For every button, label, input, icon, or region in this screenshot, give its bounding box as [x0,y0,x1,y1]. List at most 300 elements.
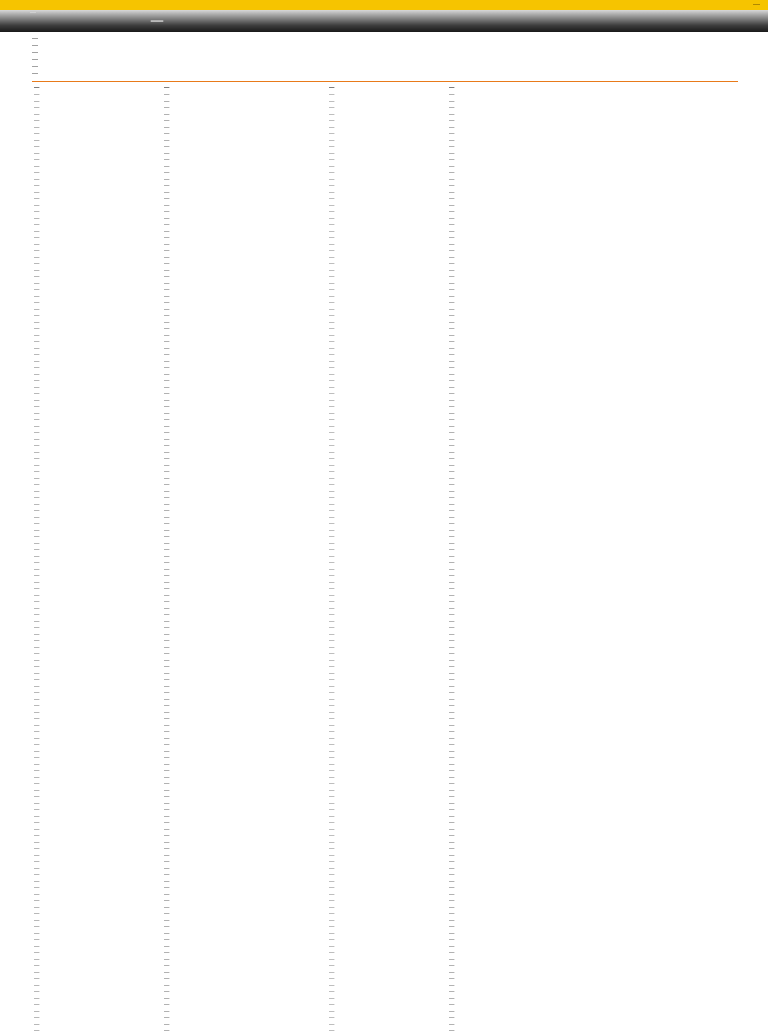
table-cell[interactable]: — [34,813,40,820]
table-cell[interactable]: — [34,521,40,527]
table-cell: — [164,729,170,735]
table-cell: — [329,365,335,371]
table-cell: — [329,1008,335,1015]
table-cell[interactable]: — [34,956,40,963]
table-cell: — [449,930,455,937]
table-cell: — [329,105,335,111]
table-cell[interactable]: — [34,261,40,267]
table-cell: — [164,560,170,566]
table-cell[interactable]: — [34,514,40,521]
table-cell[interactable]: — [34,189,40,196]
table-cell: — [164,995,170,1002]
table-cell: — [164,475,170,482]
table-cell[interactable]: — [34,111,40,118]
table-cell[interactable]: — [34,995,40,1002]
table-cell: — [164,267,170,274]
table-cell: — [329,956,335,963]
table-cell: — [449,735,455,742]
table-cell[interactable]: — [34,209,40,215]
table-cell[interactable]: — [34,755,40,761]
table-cell: — [449,105,455,111]
table-cell: — [329,170,335,176]
table-cell[interactable]: — [34,969,40,976]
table-cell: — [449,820,455,826]
table-cell[interactable]: — [34,729,40,735]
table-cell: — [329,339,335,345]
table-cell[interactable]: — [34,332,40,339]
table-cell: — [329,599,335,605]
table-cell: — [449,378,455,384]
table-cell[interactable]: — [34,274,40,280]
table-cell: — [449,300,455,306]
table-cell: — [329,891,335,898]
table-cell[interactable]: — [34,475,40,482]
table-cell[interactable]: — [34,378,40,384]
table-cell: — [164,235,170,241]
table-cell: — [164,202,170,209]
table-cell[interactable]: — [34,963,40,969]
table-cell[interactable]: — [34,885,40,891]
table-cell: — [449,826,455,833]
table-cell: — [164,599,170,605]
table-cell[interactable]: — [34,937,40,943]
table-cell: — [329,137,335,144]
table-cell: — [449,677,455,683]
table-cell: — [449,950,455,956]
table-cell[interactable]: — [34,183,40,189]
table-cell[interactable]: — [34,98,40,105]
table-cell: — [164,813,170,820]
table-cell[interactable]: — [34,774,40,781]
table-cell[interactable]: — [34,313,40,319]
table-cell[interactable]: — [34,898,40,904]
table-cell[interactable]: — [34,599,40,605]
table-cell[interactable]: — [34,417,40,423]
table-cell[interactable]: — [34,560,40,566]
table-cell: — [449,189,455,196]
table-cell[interactable]: — [34,319,40,326]
table-cell: — [164,527,170,534]
table-cell[interactable]: — [34,384,40,391]
table-cell[interactable]: — [34,586,40,592]
table-cell: — [449,332,455,339]
table-cell[interactable]: — [34,105,40,111]
table-cell[interactable]: — [34,657,40,664]
table-cell: — [449,228,455,235]
table-cell[interactable]: — [34,735,40,742]
table-cell: — [449,235,455,241]
table-cell[interactable]: — [34,371,40,378]
top-corner-link[interactable]: — [753,1,760,8]
table-cell[interactable]: — [34,690,40,696]
table-cell[interactable]: — [34,833,40,839]
table-cell: — [449,911,455,917]
table-cell[interactable]: — [34,215,40,222]
table-cell: — [329,287,335,293]
table-cell: — [329,1028,335,1034]
table-cell: — [329,683,335,690]
table-cell[interactable]: — [34,222,40,228]
table-cell: — [329,722,335,729]
table-cell: — [329,800,335,807]
table-cell[interactable]: — [34,1002,40,1008]
table-cell: — [329,319,335,326]
table-cell[interactable]: — [34,605,40,612]
table-cell: — [449,1021,455,1028]
site-banner [0,10,768,32]
table-cell[interactable]: — [34,982,40,989]
table-cell[interactable]: — [34,150,40,157]
table-cell[interactable]: — [34,644,40,651]
table-cell: — [449,501,455,508]
table-cell[interactable]: — [34,930,40,937]
table-cell[interactable]: — [34,137,40,144]
table-cell: — [164,846,170,852]
table-cell: — [449,508,455,514]
table-cell[interactable]: — [34,306,40,313]
table-cell: — [449,982,455,989]
table-cell[interactable]: — [34,423,40,430]
table-cell[interactable]: — [34,157,40,163]
table-cell[interactable]: — [34,462,40,469]
table-cell[interactable]: — [34,365,40,371]
table-cell[interactable]: — [34,280,40,287]
table-cell[interactable]: — [34,800,40,807]
table-cell: — [164,989,170,995]
table-cell[interactable]: — [34,891,40,898]
table-cell: — [164,371,170,378]
table-cell[interactable]: — [34,170,40,176]
table-cell[interactable]: — [34,917,40,924]
table-cell[interactable]: — [34,638,40,644]
table-cell: — [164,859,170,865]
table-cell[interactable]: — [34,722,40,729]
table-cell[interactable]: — [34,124,40,131]
table-cell: — [164,131,170,137]
table-cell[interactable]: — [34,235,40,241]
table-cell[interactable]: — [34,677,40,683]
table-cell: — [329,196,335,202]
table-cell[interactable]: — [34,573,40,579]
table-cell: — [449,488,455,495]
table-cell[interactable]: — [34,358,40,365]
table-cell[interactable]: — [34,1028,40,1034]
table-cell: — [449,1015,455,1021]
table-cell[interactable]: — [34,872,40,878]
table-cell: — [449,722,455,729]
table-cell[interactable]: — [34,618,40,625]
table-cell[interactable]: — [34,794,40,800]
table-cell[interactable]: — [34,339,40,345]
table-cell[interactable]: — [34,612,40,618]
table-cell: — [164,956,170,963]
table-cell[interactable]: — [34,456,40,462]
table-cell[interactable]: — [34,267,40,274]
table-cell: — [164,534,170,540]
table-cell[interactable]: — [34,592,40,599]
table-cell: — [329,118,335,124]
table-cell: — [329,592,335,599]
table-cell: — [164,443,170,449]
table-cell: — [329,371,335,378]
table-cell[interactable]: — [34,131,40,137]
table-cell[interactable]: — [34,92,40,98]
table-cell[interactable]: — [34,696,40,703]
table-cell: — [449,280,455,287]
column-header[interactable]: — [34,84,40,91]
table-cell: — [164,820,170,826]
table-cell[interactable]: — [34,540,40,547]
table-cell[interactable]: — [34,391,40,397]
table-cell[interactable]: — [34,865,40,872]
table-cell: — [449,371,455,378]
table-cell[interactable]: — [34,482,40,488]
table-cell: — [329,768,335,774]
table-cell: — [329,98,335,105]
table-cell[interactable]: — [34,443,40,449]
table-cell: — [329,963,335,969]
table-cell: — [329,430,335,436]
table-cell: — [164,92,170,98]
table-cell: — [329,267,335,274]
table-cell[interactable]: — [34,326,40,332]
table-cell: — [164,566,170,573]
intro-line: — [32,43,38,49]
table-cell: — [449,579,455,586]
table-cell: — [164,540,170,547]
table-cell[interactable]: — [34,709,40,716]
table-cell[interactable]: — [34,807,40,813]
table-row [34,1028,734,1035]
table-cell[interactable]: — [34,1015,40,1021]
table-cell: — [449,248,455,254]
table-cell: — [449,963,455,969]
table-cell: — [329,501,335,508]
table-cell[interactable]: — [34,943,40,950]
table-cell[interactable]: — [34,579,40,586]
table-cell: — [449,456,455,462]
table-cell: — [449,937,455,943]
table-cell: — [164,904,170,911]
banner-subtitle: — [30,10,37,16]
table-cell: — [164,930,170,937]
table-cell: — [329,358,335,365]
table-cell: — [164,657,170,664]
table-cell[interactable]: — [34,566,40,573]
table-cell: — [449,482,455,488]
table-cell[interactable]: — [34,976,40,982]
table-cell[interactable]: — [34,787,40,794]
table-cell[interactable]: — [34,820,40,826]
table-cell[interactable]: — [34,859,40,865]
table-cell: — [329,690,335,696]
table-cell: — [164,651,170,657]
table-cell: — [449,748,455,755]
table-cell: — [329,917,335,924]
table-cell[interactable]: — [34,742,40,748]
table-cell[interactable]: — [34,410,40,417]
table-cell: — [164,378,170,384]
table-cell: — [329,189,335,196]
table-cell[interactable]: — [34,989,40,995]
table-cell[interactable]: — [34,345,40,352]
column-header[interactable]: — [449,84,455,91]
column-header[interactable]: — [164,84,170,91]
table-cell: — [449,521,455,527]
table-cell[interactable]: — [34,287,40,293]
table-cell: — [164,1028,170,1034]
table-cell[interactable]: — [34,469,40,475]
table-cell[interactable]: — [34,176,40,183]
table-cell: — [449,365,455,371]
table-cell[interactable]: — [34,631,40,638]
site-title: — [150,13,167,29]
table-cell[interactable]: — [34,196,40,202]
table-cell: — [329,449,335,456]
table-cell[interactable]: — [34,508,40,514]
table-cell: — [329,124,335,131]
table-cell[interactable]: — [34,852,40,859]
table-cell: — [449,1008,455,1015]
table-cell: — [449,137,455,144]
table-cell: — [164,943,170,950]
table-cell: — [164,404,170,410]
table-cell: — [164,274,170,280]
table-cell[interactable]: — [34,163,40,170]
table-cell[interactable]: — [34,768,40,774]
table-cell: — [449,163,455,170]
table-cell: — [449,144,455,150]
table-cell: — [164,150,170,157]
table-cell: — [164,358,170,365]
table-cell: — [164,300,170,306]
table-cell[interactable]: — [34,664,40,670]
table-cell: — [329,469,335,475]
table-cell[interactable]: — [34,293,40,300]
table-cell[interactable]: — [34,1008,40,1015]
table-cell[interactable]: — [34,547,40,553]
table-cell: — [164,807,170,813]
table-cell[interactable]: — [34,248,40,254]
table-cell[interactable]: — [34,924,40,930]
table-cell: — [329,261,335,267]
table-cell[interactable]: — [34,651,40,657]
table-cell[interactable]: — [34,430,40,436]
table-cell[interactable]: — [34,670,40,677]
table-cell: — [449,599,455,605]
table-cell: — [449,287,455,293]
table-cell[interactable]: — [34,501,40,508]
table-cell: — [164,144,170,150]
table-cell[interactable]: — [34,1021,40,1028]
table-cell: — [329,774,335,781]
table-cell[interactable]: — [34,495,40,501]
table-cell: — [449,1028,455,1034]
table-cell[interactable]: — [34,716,40,722]
table-cell[interactable]: — [34,241,40,248]
table-cell: — [164,313,170,319]
table-cell[interactable]: — [34,839,40,846]
table-cell[interactable]: — [34,703,40,709]
table-cell: — [449,326,455,332]
table-cell: — [449,553,455,560]
table-cell: — [329,254,335,261]
table-cell: — [164,547,170,553]
table-cell: — [329,716,335,722]
table-cell[interactable]: — [34,488,40,495]
table-cell[interactable]: — [34,748,40,755]
table-cell[interactable]: — [34,761,40,768]
table-cell[interactable]: — [34,254,40,261]
table-cell: — [329,833,335,839]
table-cell[interactable]: — [34,950,40,956]
table-cell[interactable]: — [34,781,40,787]
table-cell: — [449,839,455,846]
table-cell[interactable]: — [34,527,40,534]
table-cell[interactable]: — [34,826,40,833]
table-cell: — [449,436,455,443]
table-cell[interactable]: — [34,625,40,631]
table-cell: — [329,677,335,683]
table-cell[interactable]: — [34,352,40,358]
table-cell: — [329,618,335,625]
table-cell[interactable]: — [34,202,40,209]
table-cell: — [164,917,170,924]
table-cell: — [449,150,455,157]
table-cell[interactable]: — [34,534,40,540]
table-cell[interactable]: — [34,553,40,560]
table-cell: — [329,306,335,313]
table-cell: — [449,527,455,534]
table-cell: — [329,514,335,521]
table-cell: — [449,209,455,215]
table-cell: — [449,124,455,131]
table-cell[interactable]: — [34,436,40,443]
table-cell: — [164,976,170,982]
table-cell: — [164,215,170,222]
table-cell: — [329,326,335,332]
table-cell[interactable]: — [34,449,40,456]
table-cell[interactable]: — [34,144,40,150]
table-cell[interactable]: — [34,878,40,885]
table-cell[interactable]: — [34,397,40,404]
table-cell[interactable]: — [34,300,40,306]
table-cell[interactable]: — [34,118,40,124]
table-cell[interactable]: — [34,911,40,917]
column-header[interactable]: — [329,84,335,91]
table-cell: — [329,638,335,644]
table-cell: — [164,703,170,709]
table-cell: — [329,300,335,306]
table-cell[interactable]: — [34,228,40,235]
table-cell: — [329,644,335,651]
table-cell: — [449,917,455,924]
table-cell: — [329,215,335,222]
table-cell[interactable]: — [34,404,40,410]
table-cell: — [449,872,455,878]
table-cell[interactable]: — [34,904,40,911]
table-cell[interactable]: — [34,846,40,852]
table-cell: — [164,508,170,514]
table-cell: — [164,553,170,560]
table-cell: — [449,547,455,553]
table-cell: — [329,631,335,638]
table-cell[interactable]: — [34,683,40,690]
table-cell: — [449,261,455,267]
table-cell: — [329,534,335,540]
table-cell: — [449,430,455,436]
table-cell: — [164,592,170,599]
